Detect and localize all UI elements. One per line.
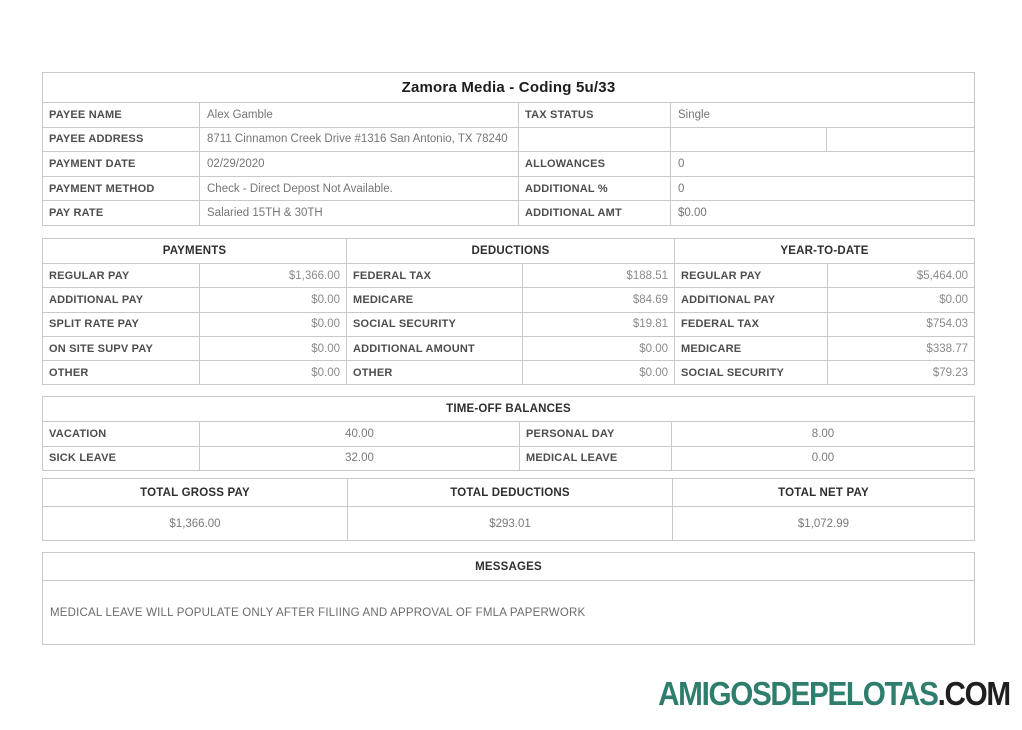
ytd-row-label: REGULAR PAY (675, 264, 827, 287)
deduction-row-amount: $84.69 (523, 288, 674, 311)
empty-cell (519, 128, 670, 152)
payee-address-value: 8711 Cinnamon Creek Drive #1316 San Antonio, TX 78240 (200, 128, 518, 152)
page-title: Zamora Media - Coding 5u/33 (43, 73, 974, 102)
sick-leave-label: SICK LEAVE (43, 447, 199, 471)
pay-rate-value: Salaried 15TH & 30TH (200, 201, 518, 225)
watermark-brand-text: AMIGOSDEPELOTAS (658, 675, 938, 712)
empty-cell (827, 128, 974, 152)
ytd-row-label: MEDICARE (675, 337, 827, 360)
deduction-row-amount: $0.00 (523, 361, 674, 384)
additional-pct-label: ADDITIONAL % (519, 177, 670, 201)
payment-row-label: SPLIT RATE PAY (43, 313, 199, 336)
additional-amt-label: ADDITIONAL AMT (519, 201, 670, 225)
tax-status-value: Single (671, 103, 974, 127)
ytd-header: YEAR-TO-DATE (675, 239, 974, 263)
payment-method-label: PAYMENT METHOD (43, 177, 199, 201)
payee-info-table (42, 72, 975, 226)
total-deductions-value: $293.01 (348, 507, 672, 540)
payment-row-amount: $0.00 (200, 288, 346, 311)
ytd-row-label: ADDITIONAL PAY (675, 288, 827, 311)
messages-body: MEDICAL LEAVE WILL POPULATE ONLY AFTER FILIING AND APPROVAL OF FMLA PAPERWORK (43, 581, 974, 644)
ytd-row-label: FEDERAL TAX (675, 313, 827, 336)
sick-leave-value: 32.00 (200, 447, 519, 471)
total-gross-pay-header: TOTAL GROSS PAY (43, 479, 347, 506)
payment-date-label: PAYMENT DATE (43, 152, 199, 176)
payment-row-label: ADDITIONAL PAY (43, 288, 199, 311)
ytd-row-amount: $0.00 (828, 288, 974, 311)
payment-method-value: Check - Direct Depost Not Available. (200, 177, 518, 201)
deduction-row-amount: $0.00 (523, 337, 674, 360)
payment-row-amount: $1,366.00 (200, 264, 346, 287)
messages-table (42, 552, 975, 645)
payment-row-label: OTHER (43, 361, 199, 384)
payment-row-amount: $0.00 (200, 361, 346, 384)
deduction-row-label: OTHER (347, 361, 522, 384)
payment-date-value: 02/29/2020 (200, 152, 518, 176)
ytd-row-label: SOCIAL SECURITY (675, 361, 827, 384)
deduction-row-label: MEDICARE (347, 288, 522, 311)
total-net-pay-header: TOTAL NET PAY (673, 479, 974, 506)
vacation-label: VACATION (43, 422, 199, 446)
ytd-row-amount: $5,464.00 (828, 264, 974, 287)
site-watermark (658, 674, 1010, 714)
deduction-row-label: SOCIAL SECURITY (347, 313, 522, 336)
ytd-row-amount: $754.03 (828, 313, 974, 336)
ytd-row-amount: $79.23 (828, 361, 974, 384)
watermark-tld-text: .COM (937, 675, 1010, 712)
ytd-row-amount: $338.77 (828, 337, 974, 360)
medical-leave-label: MEDICAL LEAVE (520, 447, 671, 471)
totals-table (42, 478, 975, 541)
total-gross-pay-value: $1,366.00 (43, 507, 347, 540)
additional-amt-value: $0.00 (671, 201, 974, 225)
deduction-row-amount: $19.81 (523, 313, 674, 336)
payee-name-value: Alex Gamble (200, 103, 518, 127)
payment-row-label: REGULAR PAY (43, 264, 199, 287)
payee-name-label: PAYEE NAME (43, 103, 199, 127)
deductions-header: DEDUCTIONS (347, 239, 674, 263)
tax-status-label: TAX STATUS (519, 103, 670, 127)
payment-row-amount: $0.00 (200, 337, 346, 360)
total-deductions-header: TOTAL DEDUCTIONS (348, 479, 672, 506)
payee-address-label: PAYEE ADDRESS (43, 128, 199, 152)
payment-row-amount: $0.00 (200, 313, 346, 336)
empty-cell (671, 128, 826, 152)
payments-header: PAYMENTS (43, 239, 346, 263)
deduction-row-amount: $188.51 (523, 264, 674, 287)
timeoff-header: TIME-OFF BALANCES (43, 397, 974, 421)
additional-pct-value: 0 (671, 177, 974, 201)
deduction-row-label: FEDERAL TAX (347, 264, 522, 287)
timeoff-table (42, 396, 975, 471)
allowances-value: 0 (671, 152, 974, 176)
total-net-pay-value: $1,072.99 (673, 507, 974, 540)
personal-day-value: 8.00 (672, 422, 974, 446)
messages-header: MESSAGES (43, 553, 974, 580)
payment-row-label: ON SITE SUPV PAY (43, 337, 199, 360)
medical-leave-value: 0.00 (672, 447, 974, 471)
earnings-table (42, 238, 975, 385)
deduction-row-label: ADDITIONAL AMOUNT (347, 337, 522, 360)
allowances-label: ALLOWANCES (519, 152, 670, 176)
personal-day-label: PERSONAL DAY (520, 422, 671, 446)
vacation-value: 40.00 (200, 422, 519, 446)
pay-rate-label: PAY RATE (43, 201, 199, 225)
